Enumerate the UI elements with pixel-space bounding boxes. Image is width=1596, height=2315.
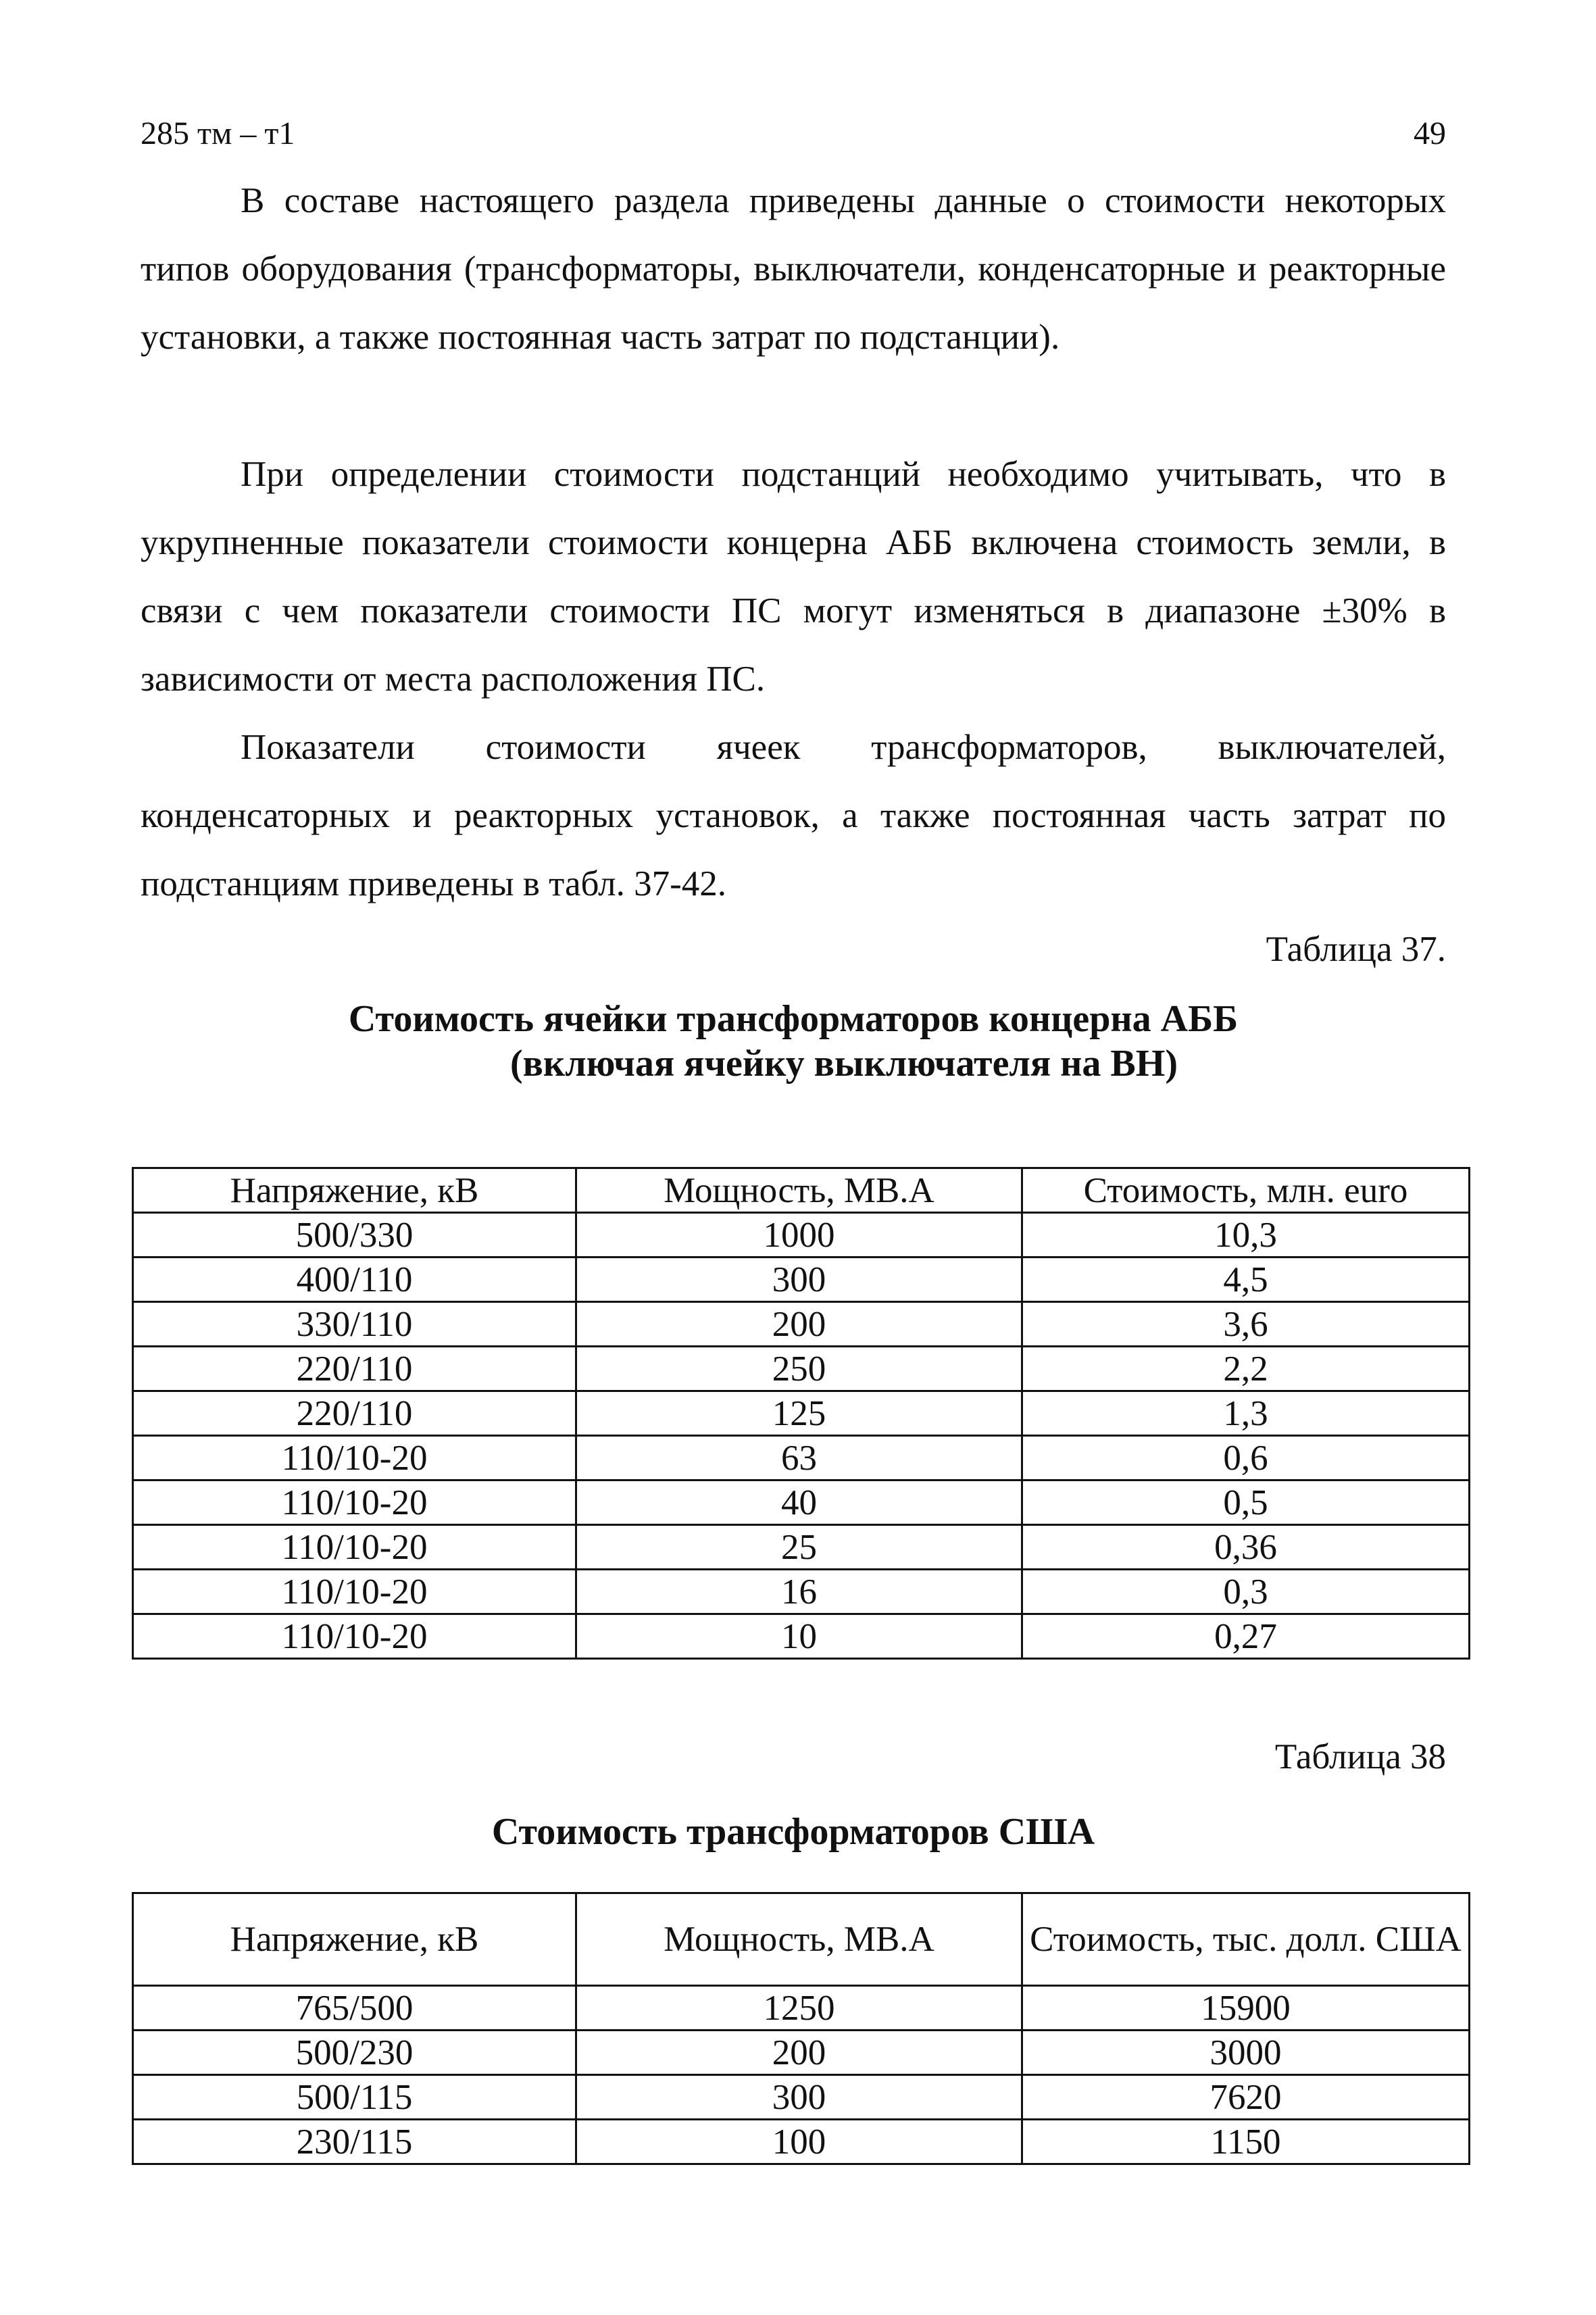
cell-power: 10 [576,1614,1022,1659]
document-code: 285 тм – т1 [141,116,295,151]
paragraph-intro: В составе настоящего раздела приведены данные о стоимости некоторых типов оборудования (трансформаторы, выключатели, конденсаторные и реакторные установки, а также постоянная часть затрат по подстанции). [141,181,1446,357]
cell-voltage: 500/115 [133,2075,576,2120]
cell-cost: 0,5 [1022,1480,1470,1525]
cell-cost: 2,2 [1022,1347,1470,1391]
cell-cost: 0,3 [1022,1570,1470,1614]
cell-cost: 3,6 [1022,1302,1470,1347]
table-row [133,1213,1470,1258]
cell-power: 25 [576,1525,1022,1570]
table-row [133,1436,1470,1480]
cell-power: 200 [576,1302,1022,1347]
cell-cost: 3000 [1022,2031,1470,2075]
page-header [141,115,1446,158]
table-row [133,2031,1470,2075]
cell-voltage: 220/110 [133,1347,576,1391]
table-header-row [133,1168,1470,1213]
cell-cost: 15900 [1022,1986,1470,2031]
cell-cost: 0,27 [1022,1614,1470,1659]
header-voltage: Напряжение, кВ [133,1168,576,1213]
table-38-label: Таблица 38 [1274,1737,1446,1776]
cell-cost: 0,6 [1022,1436,1470,1480]
header-power: Мощность, МВ.А [576,1168,1022,1213]
table-row [133,1570,1470,1614]
cell-voltage: 330/110 [133,1302,576,1347]
paragraph-table-reference: Показатели стоимости ячеек трансформаторов, выключателей, конденсаторных и реакторных установок, а также постоянная часть затрат по подстанциям приведены в табл. 37-42. [141,728,1446,903]
cell-power: 63 [576,1436,1022,1480]
header-voltage: Напряжение, кВ [133,1893,576,1986]
cell-voltage: 500/230 [133,2031,576,2075]
table-37-title-line1: Стоимость ячейки трансформаторов концерна АББ [348,998,1239,1040]
table-37-label: Таблица 37. [1266,930,1446,969]
cell-voltage: 110/10-20 [133,1570,576,1614]
cell-voltage: 230/115 [133,2120,576,2164]
table-header-row [133,1893,1470,1986]
cell-voltage: 110/10-20 [133,1480,576,1525]
table-row [133,1614,1470,1659]
table-row [133,1391,1470,1436]
cell-power: 250 [576,1347,1022,1391]
cell-voltage: 500/330 [133,1213,576,1258]
cell-voltage: 765/500 [133,1986,576,2031]
cell-power: 200 [576,2031,1022,2075]
cell-cost: 1,3 [1022,1391,1470,1436]
table-37-title [141,997,1446,1086]
header-power: Мощность, МВ.А [576,1893,1022,1986]
cell-power: 300 [576,1258,1022,1302]
cell-power: 300 [576,2075,1022,2120]
cell-power: 40 [576,1480,1022,1525]
table-row [133,1986,1470,2031]
table-row [133,1302,1470,1347]
cell-voltage: 400/110 [133,1258,576,1302]
table-37-title-line2: (включая ячейку выключателя на ВН) [510,1043,1178,1085]
paragraph-cost-notes: При определении стоимости подстанций необходимо учитывать, что в укрупненные показатели стоимости концерна АББ включена стоимость земли, в связи с чем показатели стоимости ПС могут изменяться в диапазоне ±30% в зависимости от места расположения ПС. [141,455,1446,699]
table-row [133,2075,1470,2120]
cell-power: 100 [576,2120,1022,2164]
cell-cost: 1150 [1022,2120,1470,2164]
cell-cost: 4,5 [1022,1258,1470,1302]
cell-cost: 10,3 [1022,1213,1470,1258]
cell-cost: 0,36 [1022,1525,1470,1570]
cell-voltage: 110/10-20 [133,1614,576,1659]
cell-power: 125 [576,1391,1022,1436]
cell-cost: 7620 [1022,2075,1470,2120]
table-row [133,1347,1470,1391]
table-38-title: Стоимость трансформаторов США [491,1811,1095,1853]
cell-power: 1250 [576,1986,1022,2031]
cell-voltage: 110/10-20 [133,1436,576,1480]
table-row [133,1525,1470,1570]
header-cost: Стоимость, тыс. долл. США [1022,1893,1470,1986]
cell-voltage: 220/110 [133,1391,576,1436]
header-cost: Стоимость, млн. euro [1022,1168,1470,1213]
page-number: 49 [1414,116,1446,151]
cell-voltage: 110/10-20 [133,1525,576,1570]
table-37 [132,1167,1470,1660]
table-38 [132,1892,1470,2165]
table-row [133,2120,1470,2164]
cell-power: 1000 [576,1213,1022,1258]
cell-power: 16 [576,1570,1022,1614]
table-row [133,1480,1470,1525]
table-row [133,1258,1470,1302]
